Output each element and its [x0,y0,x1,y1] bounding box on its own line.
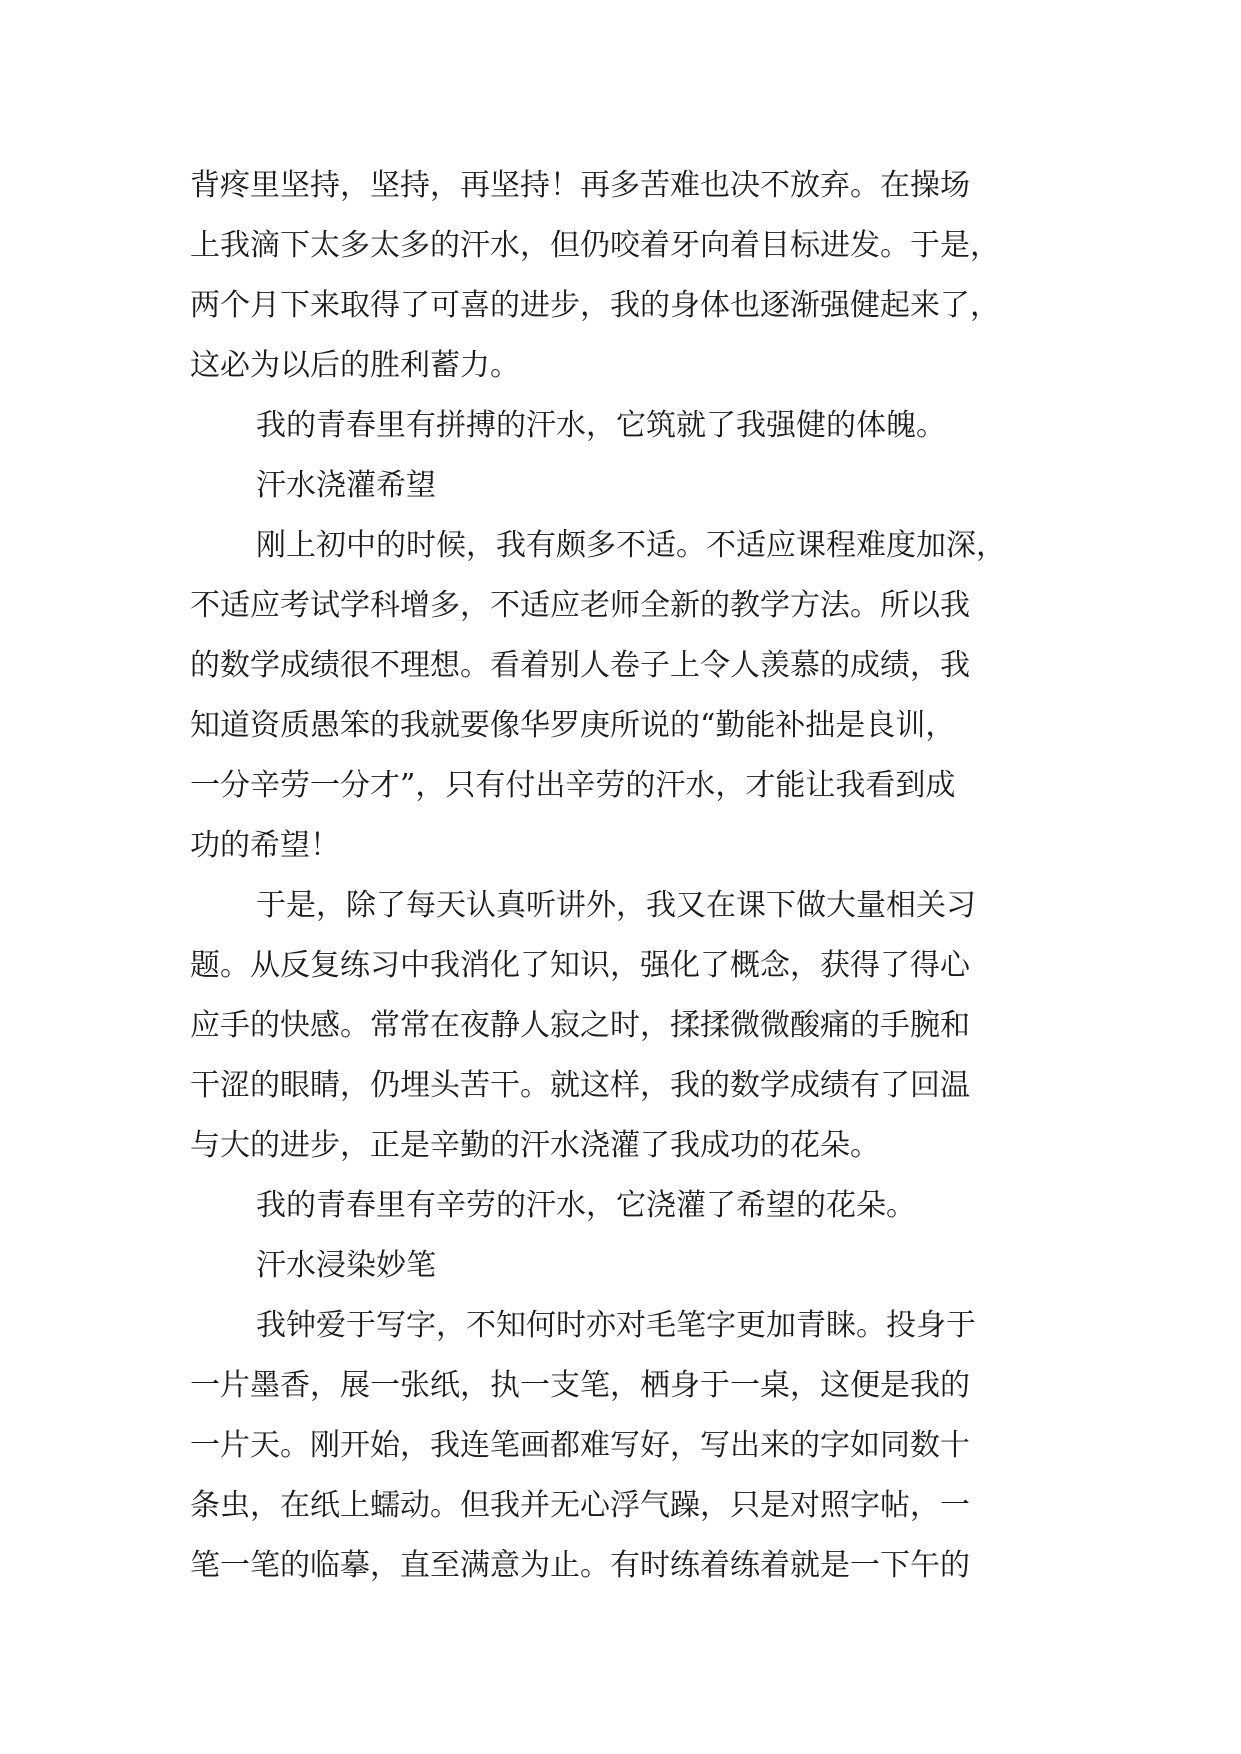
essay-body [190,156,1090,1596]
text-line: 我钟爱于写字，不知何时亦对毛笔字更加青睐。投身于 [256,1308,976,1343]
text-line: 刚上初中的时候，我有颇多不适。不适应课程难度加深， [256,528,1006,563]
text-line: 背疼里坚持，坚持，再坚持！再多苦难也决不放弃。在操场 [190,168,970,203]
text-line: 这必为以后的胜利蓄力。 [190,348,520,383]
text-line: 一片天。刚开始，我连笔画都难写好，写出来的字如同数十 [190,1428,970,1463]
text-line: 于是，除了每天认真听讲外，我又在课下做大量相关习 [256,888,976,923]
text-line: 题。从反复练习中我消化了知识，强化了概念，获得了得心 [190,948,970,983]
text-line: 应手的快感。常常在夜静人寂之时，揉揉微微酸痛的手腕和 [190,1008,970,1043]
text-line: 我的青春里有拼搏的汗水，它筑就了我强健的体魄。 [256,408,946,443]
text-line: 汗水浸染妙笔 [256,1248,436,1283]
text-line: 不适应考试学科增多，不适应老师全新的教学方法。所以我 [190,588,970,623]
text-line: 与大的进步，正是辛勤的汗水浇灌了我成功的花朵。 [190,1128,880,1163]
text-line: 上我滴下太多太多的汗水，但仍咬着牙向着目标进发。于是， [190,228,1000,263]
text-line: 知道资质愚笨的我就要像华罗庚所说的“勤能补拙是良训， [190,708,956,743]
text-line: 笔一笔的临摹，直至满意为止。有时练着练着就是一下午的 [190,1548,970,1583]
text-line: 我的青春里有辛劳的汗水，它浇灌了希望的花朵。 [256,1188,916,1223]
text-line: 的数学成绩很不理想。看着别人卷子上令人羡慕的成绩，我 [190,648,970,683]
text-line: 两个月下来取得了可喜的进步，我的身体也逐渐强健起来了， [190,288,1000,323]
text-line: 一分辛劳一分才”，只有付出辛劳的汗水，才能让我看到成 [190,768,956,803]
text-line: 干涩的眼睛，仍埋头苦干。就这样，我的数学成绩有了回温 [190,1068,970,1103]
text-line: 条虫，在纸上蠕动。但我并无心浮气躁，只是对照字帖，一 [190,1488,970,1523]
text-line: 一片墨香，展一张纸，执一支笔，栖身于一桌，这便是我的 [190,1368,970,1403]
text-line: 汗水浇灌希望 [256,468,436,503]
text-line: 功的希望！ [190,828,340,863]
